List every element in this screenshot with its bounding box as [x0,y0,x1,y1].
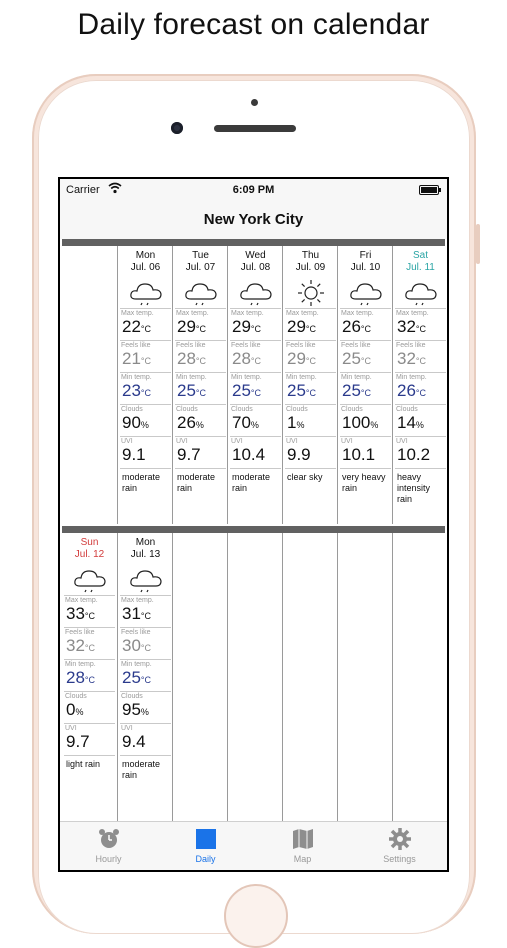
forecast-field [120,595,171,627]
field-value: 0% [66,700,84,719]
field-label: Min temp. [396,374,427,381]
forecast-field [285,372,336,404]
forecast-field [64,595,115,627]
cloud-rain-icon [128,278,164,308]
cloud-rain-icon [238,278,274,308]
day-name: Fri [359,250,372,261]
weather-description: clear sky [285,468,336,483]
field-label: Clouds [231,406,253,413]
field-value: 9.9 [287,445,311,464]
field-value: 29°C [232,317,262,336]
field-value: 21°C [122,349,152,368]
field-label: UVI [121,438,133,445]
day-date: Jul. 10 [350,262,381,273]
field-label: Max temp. [121,310,154,317]
forecast-field [64,627,115,659]
weather-description: very heavy rain [340,468,391,494]
day-name: Wed [245,250,266,261]
field-label: Clouds [286,406,308,413]
field-value: 10.1 [342,445,376,464]
weather-description: moderate rain [120,468,171,494]
field-label: Max temp. [396,310,429,317]
field-value: 26% [177,413,204,432]
forecast-field [395,340,446,372]
weather-description: moderate rain [230,468,281,494]
field-value: 9.4 [122,732,146,751]
field-value: 33°C [66,604,96,623]
field-label: Max temp. [65,597,98,604]
field-value: 23°C [122,381,152,400]
day-name: Mon [135,537,156,548]
field-label: UVI [121,725,133,732]
earpiece-speaker [214,125,296,132]
forecast-field [64,723,115,755]
cloud-rain-icon [403,278,439,308]
field-value: 1% [287,413,305,432]
empty-day-cell [227,533,283,822]
field-value: 25°C [287,381,317,400]
tab-label: Daily [195,854,216,864]
forecast-field [120,627,171,659]
forecast-field [175,436,226,468]
field-value: 25°C [342,381,372,400]
day-cell[interactable] [172,246,228,524]
field-label: Feels like [286,342,316,349]
field-label: UVI [396,438,408,445]
field-label: Feels like [176,342,206,349]
calendar-grid [60,239,447,822]
field-label: Feels like [121,629,151,636]
field-value: 32°C [397,349,427,368]
empty-day-cell [282,533,338,822]
cloud-rain-icon [128,565,164,595]
day-name: Tue [192,250,209,261]
field-value: 9.7 [66,732,90,751]
cloud-rain-icon [72,565,108,595]
field-value: 14% [397,413,424,432]
field-value: 28°C [177,349,207,368]
day-header [173,250,228,274]
clock-time: 6:09 PM [232,184,275,196]
field-value: 9.1 [122,445,146,464]
field-label: Min temp. [121,661,152,668]
tab-map[interactable] [254,822,351,864]
field-label: Feels like [231,342,261,349]
forecast-field [340,308,391,340]
forecast-field [340,340,391,372]
forecast-field [120,691,171,723]
empty-day-cell [337,533,393,822]
forecast-field [340,436,391,468]
calendar-square-icon [157,827,254,851]
day-cell[interactable] [282,246,338,524]
day-header [228,250,283,274]
day-date: Jul. 13 [130,549,161,560]
field-value: 26°C [342,317,372,336]
sensor-dot [251,99,258,106]
battery-icon [419,185,439,195]
forecast-field [285,340,336,372]
day-date: Jul. 12 [74,549,105,560]
field-value: 10.4 [232,445,266,464]
field-label: Feels like [121,342,151,349]
week-row-2 [62,526,445,822]
field-value: 29°C [287,349,317,368]
week-row-1 [62,239,445,524]
field-label: Min temp. [341,374,372,381]
field-value: 28°C [66,668,96,687]
forecast-field [285,436,336,468]
day-date: Jul. 06 [130,262,161,273]
status-bar [60,179,447,201]
field-value: 25°C [177,381,207,400]
tab-bar [60,821,447,870]
day-date: Jul. 09 [295,262,326,273]
tab-daily[interactable] [157,822,254,864]
field-value: 10.2 [397,445,431,464]
alarm-clock-icon [60,827,157,851]
field-label: UVI [231,438,243,445]
day-date: Jul. 07 [185,262,216,273]
field-label: UVI [65,725,77,732]
cloud-rain-icon [348,278,384,308]
forecast-field [230,340,281,372]
field-label: Max temp. [341,310,374,317]
field-label: Clouds [65,693,87,700]
day-cell[interactable] [227,246,283,524]
forecast-field [285,404,336,436]
phone-screen [58,177,449,872]
field-label: Feels like [65,629,95,636]
city-title: New York City [203,211,304,228]
forecast-field [395,372,446,404]
day-header [338,250,393,274]
forecast-field [340,404,391,436]
forecast-field [175,372,226,404]
day-name: Mon [135,250,156,261]
field-value: 70% [232,413,259,432]
weather-description: moderate rain [175,468,226,494]
weather-description: heavy intensity rain [395,468,446,505]
forecast-field [285,308,336,340]
weather-description: moderate rain [120,755,171,781]
forecast-field [175,404,226,436]
forecast-field [395,404,446,436]
forecast-field [120,308,171,340]
map-icon [254,827,351,851]
forecast-field [120,372,171,404]
forecast-field [64,691,115,723]
day-cell[interactable] [392,246,447,524]
forecast-field [230,436,281,468]
field-value: 28°C [232,349,262,368]
day-header [393,250,447,274]
day-header [62,537,117,561]
navigation-bar [60,201,447,239]
field-label: Max temp. [121,597,154,604]
field-label: Feels like [341,342,371,349]
field-value: 95% [122,700,149,719]
tab-settings[interactable] [351,822,447,864]
weather-description: light rain [64,755,115,770]
sun-icon [293,278,329,308]
field-label: Clouds [176,406,198,413]
field-value: 9.7 [177,445,201,464]
tab-label: Hourly [95,854,122,864]
field-value: 26°C [397,381,427,400]
field-label: UVI [341,438,353,445]
empty-day-cell [172,533,228,822]
day-name: Sat [412,250,428,261]
forecast-field [64,659,115,691]
field-value: 29°C [177,317,207,336]
day-cell[interactable] [117,246,173,524]
field-label: Min temp. [231,374,262,381]
field-value: 25°C [122,668,152,687]
gear-icon [351,827,447,851]
field-label: UVI [176,438,188,445]
day-cell[interactable] [62,533,117,822]
forecast-field [395,308,446,340]
field-label: Clouds [121,693,143,700]
forecast-field [120,659,171,691]
day-header [118,537,173,561]
field-value: 29°C [287,317,317,336]
forecast-field [230,404,281,436]
day-date: Jul. 08 [240,262,271,273]
day-cell[interactable] [337,246,393,524]
field-value: 25°C [342,349,372,368]
field-value: 32°C [66,636,96,655]
field-label: Clouds [341,406,363,413]
forecast-field [120,436,171,468]
field-label: Max temp. [286,310,319,317]
field-label: Min temp. [65,661,96,668]
forecast-field [340,372,391,404]
forecast-field [230,308,281,340]
field-label: UVI [286,438,298,445]
tab-label: Settings [383,854,416,864]
home-button[interactable] [224,884,288,948]
front-camera [171,122,183,134]
field-label: Min temp. [121,374,152,381]
field-label: Min temp. [286,374,317,381]
field-value: 31°C [122,604,152,623]
field-label: Feels like [396,342,426,349]
field-value: 90% [122,413,149,432]
tab-hourly[interactable] [60,822,157,864]
forecast-field [230,372,281,404]
empty-day-cell [392,533,447,822]
day-name: Sun [80,537,99,548]
field-value: 32°C [397,317,427,336]
day-cell[interactable] [117,533,173,822]
day-header [118,250,173,274]
field-value: 22°C [122,317,152,336]
field-value: 30°C [122,636,152,655]
forecast-field [395,436,446,468]
carrier-label: Carrier [66,184,100,196]
page-headline: Daily forecast on calendar [77,8,430,41]
forecast-field [175,308,226,340]
forecast-field [120,404,171,436]
tab-label: Map [293,854,312,864]
field-label: Clouds [396,406,418,413]
empty-day-cell [62,246,117,524]
forecast-field [120,723,171,755]
day-name: Thu [301,250,320,261]
field-label: Max temp. [231,310,264,317]
field-value: 25°C [232,381,262,400]
field-value: 100% [342,413,379,432]
forecast-field [120,340,171,372]
day-header [283,250,338,274]
forecast-field [175,340,226,372]
field-label: Min temp. [176,374,207,381]
field-label: Max temp. [176,310,209,317]
day-date: Jul. 11 [406,262,435,273]
field-label: Clouds [121,406,143,413]
cloud-rain-icon [183,278,219,308]
